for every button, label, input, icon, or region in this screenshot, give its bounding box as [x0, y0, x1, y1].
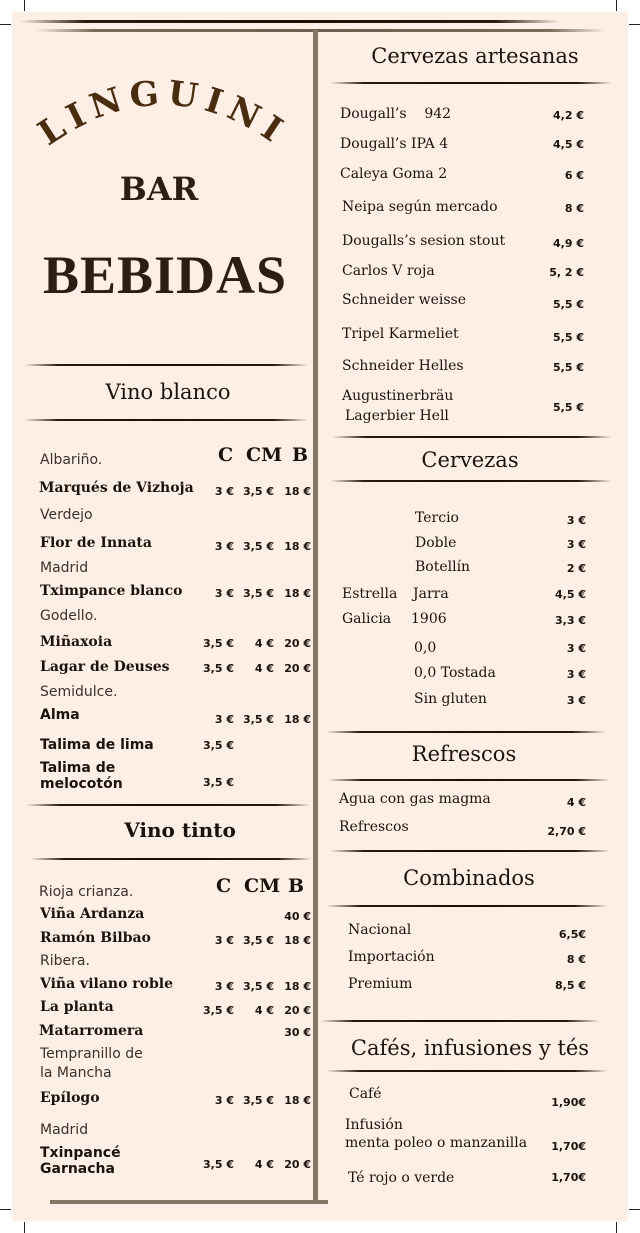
wine-name: Epílogo — [40, 1090, 100, 1106]
drink-price: 1,70€ — [551, 1140, 586, 1153]
price-cm: 4 € — [254, 662, 274, 675]
wine-category: Ribera. — [40, 953, 90, 969]
wine-name: Marqués de Vizhoja — [39, 480, 194, 496]
beer-name: Dougalls’s sesion stout — [342, 233, 506, 249]
price-c: 3,5 € — [203, 739, 234, 752]
crop-mark — [616, 1222, 617, 1233]
price-b: 18 € — [284, 540, 311, 553]
drink-name: Premium — [348, 976, 413, 992]
beer-name: Dougall’s IPA 4 — [340, 136, 449, 152]
beer-price: 5,5 € — [553, 401, 584, 414]
beer-price: 2 € — [566, 562, 586, 575]
section-rule — [326, 1070, 608, 1072]
drink-name-line2: menta poleo o manzanilla — [345, 1135, 528, 1151]
drink-price: 8 € — [566, 953, 586, 966]
beer-name: Dougall’s 942 — [340, 106, 452, 122]
section-rule — [332, 436, 612, 438]
beer-price: 8 € — [564, 202, 584, 215]
section-rule — [330, 850, 610, 852]
beer-price: 4,2 € — [553, 109, 584, 122]
wine-name: Talima de lima — [40, 737, 154, 753]
brand-logo — [28, 72, 298, 162]
section-rule — [330, 480, 612, 482]
beer-format: 0,0 Tostada — [414, 665, 496, 681]
section-rule — [30, 858, 312, 860]
beer-name-line2: Lagerbier Hell — [345, 408, 449, 424]
top-rule — [20, 20, 560, 23]
beer-price: 5,5 € — [553, 298, 584, 311]
beer-name: Caleya Goma 2 — [340, 166, 448, 182]
section-title-cafes: Cafés, infusiones y tés — [350, 1036, 590, 1060]
section-rule — [24, 419, 308, 421]
wine-name: Lagar de Deuses — [40, 659, 170, 675]
price-cm: 3,5 € — [243, 540, 274, 553]
price-cm: 4 € — [254, 1158, 274, 1171]
drink-price: 1,90€ — [551, 1096, 586, 1109]
section-rule — [24, 364, 308, 366]
wine-name: Matarromera — [39, 1023, 144, 1039]
price-b: 18 € — [284, 485, 311, 498]
brand-subtitle: BAR — [119, 170, 199, 208]
price-b: 18 € — [284, 1094, 311, 1107]
beer-format: 0,0 — [414, 640, 437, 656]
price-cm: 3,5 € — [243, 980, 274, 993]
crop-mark — [616, 0, 617, 11]
wine-category: Albariño. — [40, 452, 103, 468]
drink-price: 2,70 € — [547, 825, 586, 838]
price-c: 3 € — [214, 587, 234, 600]
price-cm: 3,5 € — [243, 934, 274, 947]
beer-price: 3 € — [566, 538, 586, 551]
price-cm: 3,5 € — [243, 1094, 274, 1107]
beer-format: Botellín — [415, 559, 471, 575]
section-title-refrescos: Refrescos — [411, 742, 517, 766]
beer-price: 4,5 € — [553, 138, 584, 151]
drink-name: Refrescos — [339, 819, 409, 835]
price-cm: 3,5 € — [243, 713, 274, 726]
price-b: 18 € — [284, 587, 311, 600]
price-c: 3 € — [214, 980, 234, 993]
beer-price: 4,5 € — [555, 588, 586, 601]
section-title-cervezas: Cervezas — [421, 448, 519, 472]
wine-category-line1: Tempranillo de — [40, 1046, 143, 1062]
column-header-cm: CM — [244, 875, 281, 897]
beer-brand-line2: Galicia — [342, 611, 392, 627]
crop-mark — [24, 1222, 25, 1233]
drink-name: Agua con gas magma — [339, 791, 491, 807]
drink-price: 6,5€ — [558, 928, 586, 941]
drink-name: Nacional — [348, 922, 412, 938]
beer-price: 5, 2 € — [549, 266, 584, 279]
section-title-vino-blanco: Vino blanco — [105, 380, 231, 404]
price-cm: 4 € — [254, 637, 274, 650]
section-title-combinados: Combinados — [403, 866, 535, 890]
price-b: 20 € — [284, 662, 311, 675]
crop-mark — [0, 24, 11, 25]
price-b: 18 € — [284, 713, 311, 726]
crop-mark — [24, 0, 25, 11]
drink-name: Café — [349, 1086, 382, 1102]
wine-name-line2: melocotón — [40, 776, 123, 792]
beer-format: Jarra — [413, 586, 449, 602]
beer-name: Carlos V roja — [342, 263, 435, 279]
beer-brand-line1: Estrella — [342, 586, 398, 602]
price-c: 3 € — [214, 485, 234, 498]
beer-price: 4,9 € — [553, 237, 584, 250]
price-b: 18 € — [284, 980, 311, 993]
wine-name: Viña Ardanza — [40, 906, 145, 922]
wine-name: Miñaxoia — [40, 634, 113, 650]
drink-price: 4 € — [566, 796, 586, 809]
section-rule — [330, 82, 612, 84]
beer-format: 1906 — [411, 611, 447, 627]
beer-name: Tripel Karmeliet — [342, 326, 459, 342]
wine-category: Semidulce. — [40, 684, 118, 700]
price-b: 30 € — [284, 1026, 311, 1039]
section-title-cervezas-artesanas: Cervezas artesanas — [371, 44, 579, 68]
section-rule — [326, 731, 606, 733]
wine-category: Rioja crianza. — [39, 884, 134, 900]
bottom-rule — [50, 1200, 320, 1204]
crop-mark — [0, 1209, 11, 1210]
price-c: 3 € — [214, 713, 234, 726]
beer-format: Tercio — [415, 510, 459, 526]
beer-price: 3 € — [566, 668, 586, 681]
crop-mark — [629, 24, 640, 25]
price-c: 3,5 € — [203, 1004, 234, 1017]
price-cm: 4 € — [254, 1004, 274, 1017]
beer-name: Schneider Helles — [342, 358, 464, 374]
price-b: 18 € — [284, 934, 311, 947]
drink-price: 8,5 € — [555, 979, 586, 992]
wine-name-line1: Txinpancé — [40, 1145, 121, 1161]
drink-name: Importación — [348, 949, 435, 965]
wine-name: Tximpance blanco — [40, 583, 183, 599]
section-rule — [320, 1020, 600, 1022]
beer-price: 6 € — [564, 169, 584, 182]
wine-name-line1: Talima de — [40, 760, 116, 776]
section-rule — [326, 905, 608, 907]
column-header-cm: CM — [246, 444, 283, 466]
wine-category-line2: la Mancha — [40, 1065, 112, 1081]
wine-name: Viña vilano roble — [40, 976, 174, 992]
beer-format: Sin gluten — [414, 691, 487, 707]
wine-category: Madrid — [40, 1122, 89, 1138]
bottom-rule — [318, 1200, 328, 1204]
price-c: 3,5 € — [203, 776, 234, 789]
svg-text:LINGUINI: LINGUINI — [31, 73, 296, 154]
wine-name-line2: Garnacha — [40, 1161, 115, 1177]
beer-price: 3,3 € — [555, 614, 586, 627]
price-b: 20 € — [284, 637, 311, 650]
wine-category: Godello. — [40, 608, 98, 624]
beer-name: Schneider weisse — [342, 292, 467, 308]
top-rule-secondary — [36, 29, 606, 32]
drink-name-line1: Infusión — [345, 1117, 403, 1133]
beer-price: 3 € — [566, 694, 586, 707]
column-header-c: C — [218, 444, 234, 466]
wine-name: Flor de Innata — [40, 535, 152, 551]
price-c: 3 € — [214, 1094, 234, 1107]
section-rule — [328, 779, 610, 781]
wine-name: Alma — [40, 707, 80, 723]
price-c: 3,5 € — [203, 637, 234, 650]
menu-title: BEBIDAS — [42, 245, 288, 305]
price-b: 20 € — [284, 1158, 311, 1171]
price-c: 3 € — [214, 540, 234, 553]
section-title-vino-tinto: Vino tinto — [124, 818, 236, 842]
wine-category: Madrid — [40, 560, 89, 576]
beer-format: Doble — [415, 535, 457, 551]
wine-name: La planta — [40, 999, 114, 1015]
crop-mark — [629, 1209, 640, 1210]
drink-price: 1,70€ — [551, 1171, 586, 1184]
beer-price: 3 € — [566, 514, 586, 527]
wine-category: Verdejo — [40, 507, 93, 523]
column-header-c: C — [216, 875, 232, 897]
beer-name: Neipa según mercado — [342, 199, 498, 215]
beer-price: 5,5 € — [553, 331, 584, 344]
column-header-b: B — [288, 875, 305, 897]
column-header-b: B — [292, 444, 309, 466]
price-cm: 3,5 € — [243, 485, 274, 498]
beer-price: 5,5 € — [553, 361, 584, 374]
price-cm: 3,5 € — [243, 587, 274, 600]
price-c: 3 € — [214, 934, 234, 947]
price-c: 3,5 € — [203, 1158, 234, 1171]
price-c: 3,5 € — [203, 662, 234, 675]
wine-name: Ramón Bilbao — [40, 930, 151, 946]
beer-name-line1: Augustinerbräu — [342, 388, 454, 404]
price-b: 20 € — [284, 1004, 311, 1017]
beer-price: 3 € — [566, 642, 586, 655]
drink-name: Té rojo o verde — [348, 1170, 455, 1186]
section-rule — [26, 804, 310, 806]
price-b: 40 € — [284, 910, 311, 923]
